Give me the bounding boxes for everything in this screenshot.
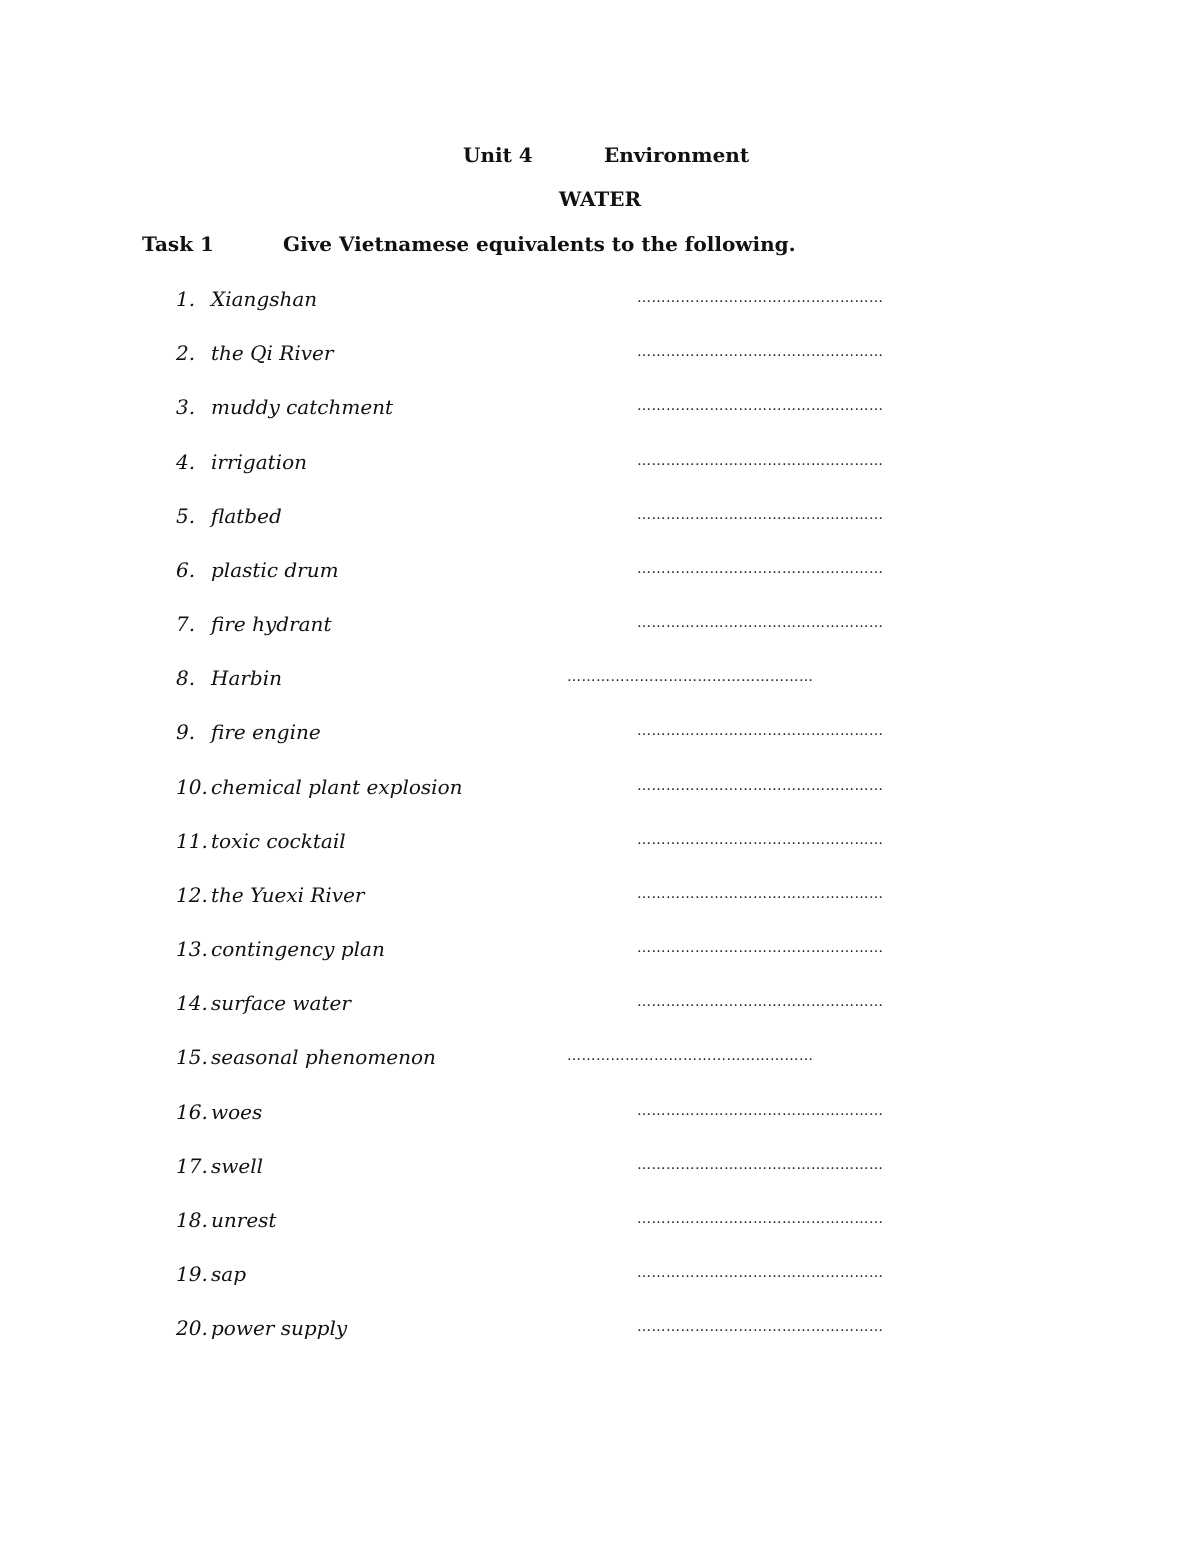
list-item bbox=[0, 504, 1200, 534]
item-term: fire engine bbox=[211, 720, 321, 744]
answer-blank: …………………………………………… bbox=[637, 290, 884, 306]
answer-blank: …………………………………………… bbox=[637, 615, 884, 631]
list-item bbox=[0, 450, 1200, 480]
answer-blank: …………………………………………… bbox=[637, 886, 884, 902]
answer-blank: …………………………………………… bbox=[637, 832, 884, 848]
item-number: 5. bbox=[176, 504, 196, 528]
list-item bbox=[0, 1316, 1200, 1346]
list-item bbox=[0, 612, 1200, 642]
item-term: Harbin bbox=[211, 666, 283, 690]
task-instruction: Give Vietnamese equivalents to the following. bbox=[283, 232, 796, 256]
item-term: plastic drum bbox=[211, 558, 339, 582]
item-number: 20. bbox=[176, 1316, 208, 1340]
unit-label: Unit 4 bbox=[463, 143, 533, 167]
item-term: flatbed bbox=[211, 504, 282, 528]
item-number: 17. bbox=[176, 1154, 208, 1178]
item-term: toxic cocktail bbox=[211, 829, 346, 853]
list-item bbox=[0, 720, 1200, 750]
answer-blank: …………………………………………… bbox=[637, 1211, 884, 1227]
answer-blank: …………………………………………… bbox=[637, 344, 884, 360]
list-item bbox=[0, 395, 1200, 425]
item-term: power supply bbox=[211, 1316, 348, 1340]
answer-blank: …………………………………………… bbox=[637, 1265, 884, 1281]
item-number: 18. bbox=[176, 1208, 208, 1232]
list-item bbox=[0, 937, 1200, 967]
item-term: unrest bbox=[211, 1208, 277, 1232]
list-item bbox=[0, 883, 1200, 913]
answer-blank: …………………………………………… bbox=[637, 561, 884, 577]
list-item bbox=[0, 1154, 1200, 1184]
item-term: the Yuexi River bbox=[211, 883, 365, 907]
item-number: 8. bbox=[176, 666, 196, 690]
list-item bbox=[0, 1208, 1200, 1238]
list-item bbox=[0, 991, 1200, 1021]
list-item bbox=[0, 341, 1200, 371]
unit-topic: Environment bbox=[604, 143, 750, 167]
list-item bbox=[0, 666, 1200, 696]
list-item bbox=[0, 775, 1200, 805]
item-term: irrigation bbox=[211, 450, 307, 474]
item-term: the Qi River bbox=[211, 341, 334, 365]
list-item bbox=[0, 558, 1200, 588]
item-number: 6. bbox=[176, 558, 196, 582]
item-number: 13. bbox=[176, 937, 208, 961]
item-term: woes bbox=[211, 1100, 263, 1124]
list-item bbox=[0, 829, 1200, 859]
list-item bbox=[0, 1100, 1200, 1130]
item-term: Xiangshan bbox=[211, 287, 318, 311]
answer-blank: …………………………………………… bbox=[567, 1048, 814, 1064]
answer-blank: …………………………………………… bbox=[637, 453, 884, 469]
item-term: contingency plan bbox=[211, 937, 385, 961]
item-number: 3. bbox=[176, 395, 196, 419]
answer-blank: …………………………………………… bbox=[637, 723, 884, 739]
item-number: 11. bbox=[176, 829, 208, 853]
item-number: 9. bbox=[176, 720, 196, 744]
item-term: chemical plant explosion bbox=[211, 775, 463, 799]
item-number: 16. bbox=[176, 1100, 208, 1124]
item-number: 4. bbox=[176, 450, 196, 474]
item-number: 19. bbox=[176, 1262, 208, 1286]
list-item bbox=[0, 1045, 1200, 1075]
answer-blank: …………………………………………… bbox=[637, 507, 884, 523]
answer-blank: …………………………………………… bbox=[637, 1157, 884, 1173]
answer-blank: …………………………………………… bbox=[567, 669, 814, 685]
item-term: fire hydrant bbox=[211, 612, 332, 636]
item-number: 15. bbox=[176, 1045, 208, 1069]
item-number: 1. bbox=[176, 287, 196, 311]
list-item bbox=[0, 1262, 1200, 1292]
section-title: WATER bbox=[558, 187, 642, 211]
task-label: Task 1 bbox=[142, 232, 214, 256]
answer-blank: …………………………………………… bbox=[637, 778, 884, 794]
item-term: swell bbox=[211, 1154, 264, 1178]
list-item bbox=[0, 287, 1200, 317]
item-term: surface water bbox=[211, 991, 351, 1015]
item-term: muddy catchment bbox=[211, 395, 394, 419]
item-term: seasonal phenomenon bbox=[211, 1045, 436, 1069]
item-number: 7. bbox=[176, 612, 196, 636]
answer-blank: …………………………………………… bbox=[637, 398, 884, 414]
item-number: 14. bbox=[176, 991, 208, 1015]
answer-blank: …………………………………………… bbox=[637, 1103, 884, 1119]
item-term: sap bbox=[211, 1262, 246, 1286]
answer-blank: …………………………………………… bbox=[637, 994, 884, 1010]
item-number: 12. bbox=[176, 883, 208, 907]
answer-blank: …………………………………………… bbox=[637, 940, 884, 956]
answer-blank: …………………………………………… bbox=[637, 1319, 884, 1335]
item-number: 2. bbox=[176, 341, 196, 365]
item-number: 10. bbox=[176, 775, 208, 799]
